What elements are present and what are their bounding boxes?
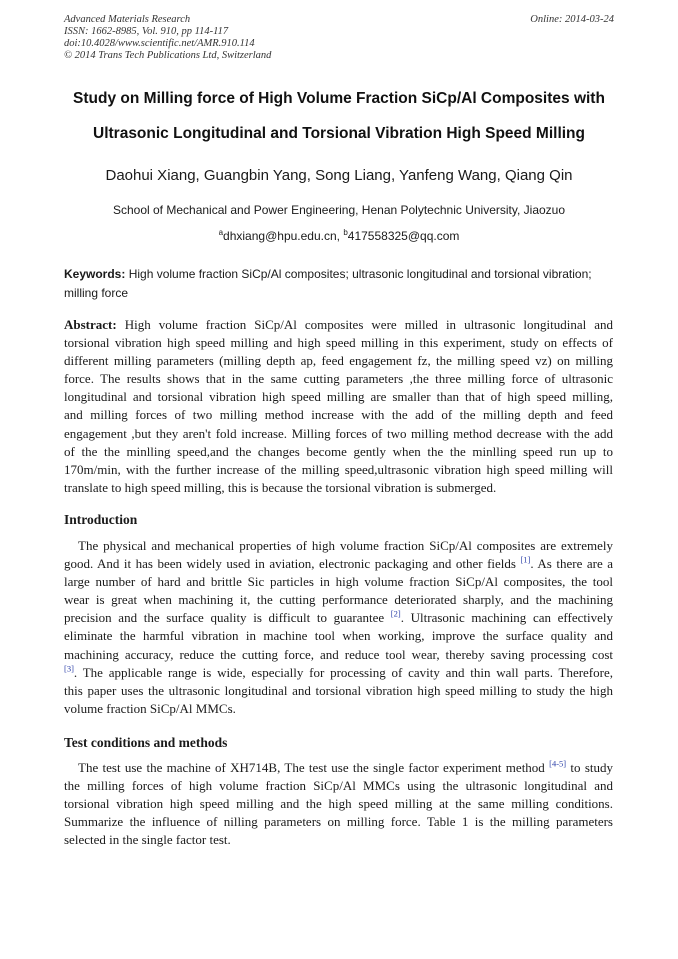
intro-line: large number of hard and brittle Sic particles in high volume fraction SiCp/Al composites, the tool	[64, 574, 613, 590]
abstract-line: translate to high speed milling, this is because the torsional vibration is submerged.	[64, 479, 497, 495]
intro-line: this paper uses the ultrasonic longitudinal and torsional vibration high speed milling to study the high	[64, 682, 613, 698]
doi-line: doi:10.4028/www.scientific.net/AMR.910.114	[64, 38, 255, 49]
citation-link[interactable]: [1]	[520, 554, 531, 565]
intro-line	[64, 555, 613, 573]
intro-text: precision and the surface quality is difficult to guarantee	[64, 610, 391, 626]
introduction-paragraph	[64, 537, 613, 718]
intro-line: machining accuracy, reduce the cutting force, and reduce tool wear, thereby saving processing cost	[64, 646, 613, 662]
journal-name: Advanced Materials Research	[64, 14, 191, 25]
email-a-marker: a	[218, 228, 224, 237]
abstract-line: longitudinal and torsional vibration high speed milling are smaller than that of high speed milling,	[64, 389, 613, 405]
intro-text: . The applicable range is wide, especially for processing of cavity and thin wall parts. Therefore,	[73, 664, 613, 680]
online-date: Online: 2014-03-24	[530, 14, 614, 25]
abstract-line: of the the minlling speed,and the changes become gently when the the minlling speed run up to	[64, 443, 613, 459]
abstract-line: 170m/min, with the further increase of the milling speed,ultrasonic vibration high speed milling will	[64, 461, 613, 477]
abstract-line: different milling parameters (milling depth ap, feed engagement fz, the milling speed vz) on milling	[64, 353, 613, 369]
paper-title-line-1: Study on Milling force of High Volume Fraction SiCp/Al Composites with	[73, 90, 605, 107]
email-b-marker: b	[343, 228, 348, 237]
intro-line: wear is great when machining it, the cutting performance deteriorated sharply, and the machining	[64, 592, 613, 608]
intro-line: eliminate the harmful vibration in machine tool when working, improve the surface quality and	[64, 628, 613, 644]
abstract-line: torsional vibration high speed milling and high speed milling in this experiment, study on effects of	[64, 335, 613, 351]
email-b: 417558325@qq.com	[347, 229, 460, 243]
abstract-line: and milling forces of two milling method increase with the add of the milling depth and feed	[64, 407, 613, 423]
methods-text: to study	[566, 760, 613, 775]
intro-line: The physical and mechanical properties of high volume fraction SiCp/Al composites are extremely	[78, 538, 613, 553]
citation-link[interactable]: [2]	[390, 609, 401, 620]
emails	[40, 228, 638, 243]
intro-text: . Ultrasonic machining can effectively	[400, 610, 613, 626]
methods-line: Summarize the influence of nilling parameters on milling force. Table 1 is the milling parameters	[64, 814, 613, 830]
methods-line: selected in the single factor test.	[64, 832, 231, 848]
abstract	[64, 316, 613, 497]
paper-title-line-2: Ultrasonic Longitudinal and Torsional Vibration High Speed Milling	[93, 125, 585, 142]
intro-text: . As there are a	[530, 556, 613, 572]
keywords	[64, 265, 616, 303]
abstract-line-text: High volume fraction SiCp/Al composites were milled in ultrasonic longitudinal and	[116, 317, 613, 332]
journal-header	[64, 14, 271, 62]
abstract-line	[64, 316, 613, 334]
intro-line	[64, 664, 613, 682]
copyright-line: © 2014 Trans Tech Publications Ltd, Switzerland	[64, 50, 272, 61]
methods-line: the milling forces of high volume fraction SiCp/Al MMCs using the ultrasonic longitudinal and	[64, 778, 613, 794]
affiliation: School of Mechanical and Power Engineering, Henan Polytechnic University, Jiaozuo	[112, 203, 566, 217]
citation-link[interactable]: [4-5]	[549, 758, 567, 769]
methods-line: torsional vibration high speed milling and the high speed milling at the same milling conditions.	[64, 796, 613, 812]
issn-line: ISSN: 1662-8985, Vol. 910, pp 114-117	[64, 26, 229, 37]
intro-line: volume fraction SiCp/Al MMCs.	[64, 700, 236, 716]
authors: Daohui Xiang, Guangbin Yang, Song Liang, Yanfeng Wang, Qiang Qin	[105, 167, 573, 184]
methods-paragraph	[64, 759, 613, 849]
intro-text: good. And it has been widely used in aviation, electronic packaging and other fields	[64, 556, 521, 572]
abstract-line: force. The results shows that in the same cutting parameters ,the three milling force of ultrasonic	[64, 371, 613, 387]
methods-line	[64, 759, 613, 777]
intro-line	[64, 609, 613, 627]
email-a: dhxiang@hpu.edu.cn,	[223, 229, 344, 243]
keywords-label: Keywords:	[64, 267, 126, 281]
citation-link[interactable]: [3]	[64, 663, 74, 674]
abstract-line: engagement ,but they aren't fold increase. Milling forces of two milling method decrease with the add	[64, 425, 613, 441]
section-heading-methods: Test conditions and methods	[64, 735, 228, 750]
section-heading-introduction: Introduction	[64, 512, 138, 527]
abstract-label: Abstract:	[64, 317, 117, 332]
keywords-text: High volume fraction SiCp/Al composites; ultrasonic longitudinal and torsional vibration; milling force	[64, 267, 592, 300]
methods-text: The test use the machine of XH714B, The test use the single factor experiment method	[78, 760, 550, 775]
